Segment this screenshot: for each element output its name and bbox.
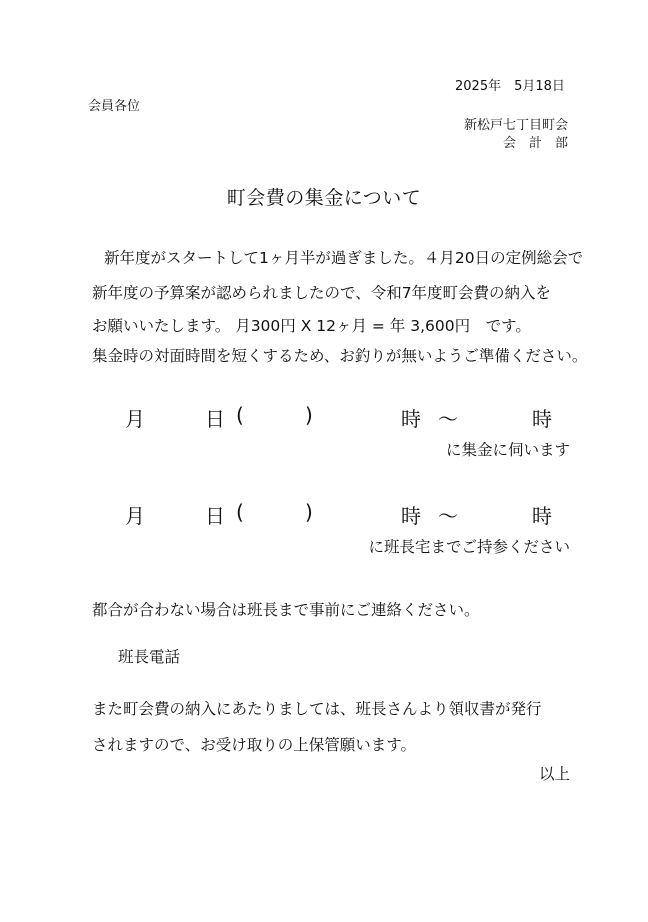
closing-line-2: されますので、お受け取りの上保管願います。 bbox=[92, 736, 416, 754]
body-line-4: 集金時の対面時間を短くするため、お釣りが無いようご準備ください。 bbox=[92, 347, 588, 365]
document-date: 2025年 5月18日 bbox=[455, 79, 565, 94]
schedule-tilde: ～ bbox=[438, 407, 458, 431]
schedule-paren-close: ) bbox=[305, 500, 313, 524]
schedule-note: に班長宅までご持参ください bbox=[368, 538, 570, 556]
schedule-paren-close: ) bbox=[305, 403, 313, 427]
notice-text: 都合が合わない場合は班長まで事前にご連絡ください。 bbox=[92, 601, 480, 619]
body-line-1: 新年度がスタートして1ヶ月半が過ぎました。４月20日の定例総会で bbox=[104, 249, 584, 267]
sender-dept: 会 計 部 bbox=[502, 136, 568, 151]
schedule-day: 日 bbox=[205, 504, 225, 528]
schedule-hour-from: 時 bbox=[401, 504, 421, 528]
schedule-tilde: ～ bbox=[438, 504, 458, 528]
schedule-month: 月 bbox=[125, 504, 145, 528]
recipient: 会員各位 bbox=[88, 99, 141, 114]
schedule-day: 日 bbox=[205, 407, 225, 431]
closing-line-1: また町会費の納入にあたりましては、班長さんより領収書が発行 bbox=[92, 700, 542, 718]
body-line-3: お願いいたします。 月300円 X 12ヶ月 = 年 3,600円 です。 bbox=[92, 317, 531, 335]
page-title: 町会費の集金について bbox=[226, 187, 422, 209]
closing-end: 以上 bbox=[538, 765, 570, 783]
schedule-paren-open: ( bbox=[236, 500, 244, 524]
schedule-note: に集金に伺います bbox=[445, 441, 570, 459]
schedule-hour-to: 時 bbox=[532, 504, 552, 528]
schedule-hour-to: 時 bbox=[532, 407, 552, 431]
body-line-2: 新年度の予算案が認められましたので、令和7年度町会費の納入を bbox=[92, 284, 552, 302]
schedule-hour-from: 時 bbox=[401, 407, 421, 431]
phone-label: 班長電話 bbox=[118, 648, 181, 666]
schedule-paren-open: ( bbox=[236, 403, 244, 427]
sender-org: 新松戸七丁目町会 bbox=[463, 118, 568, 133]
schedule-month: 月 bbox=[125, 407, 145, 431]
